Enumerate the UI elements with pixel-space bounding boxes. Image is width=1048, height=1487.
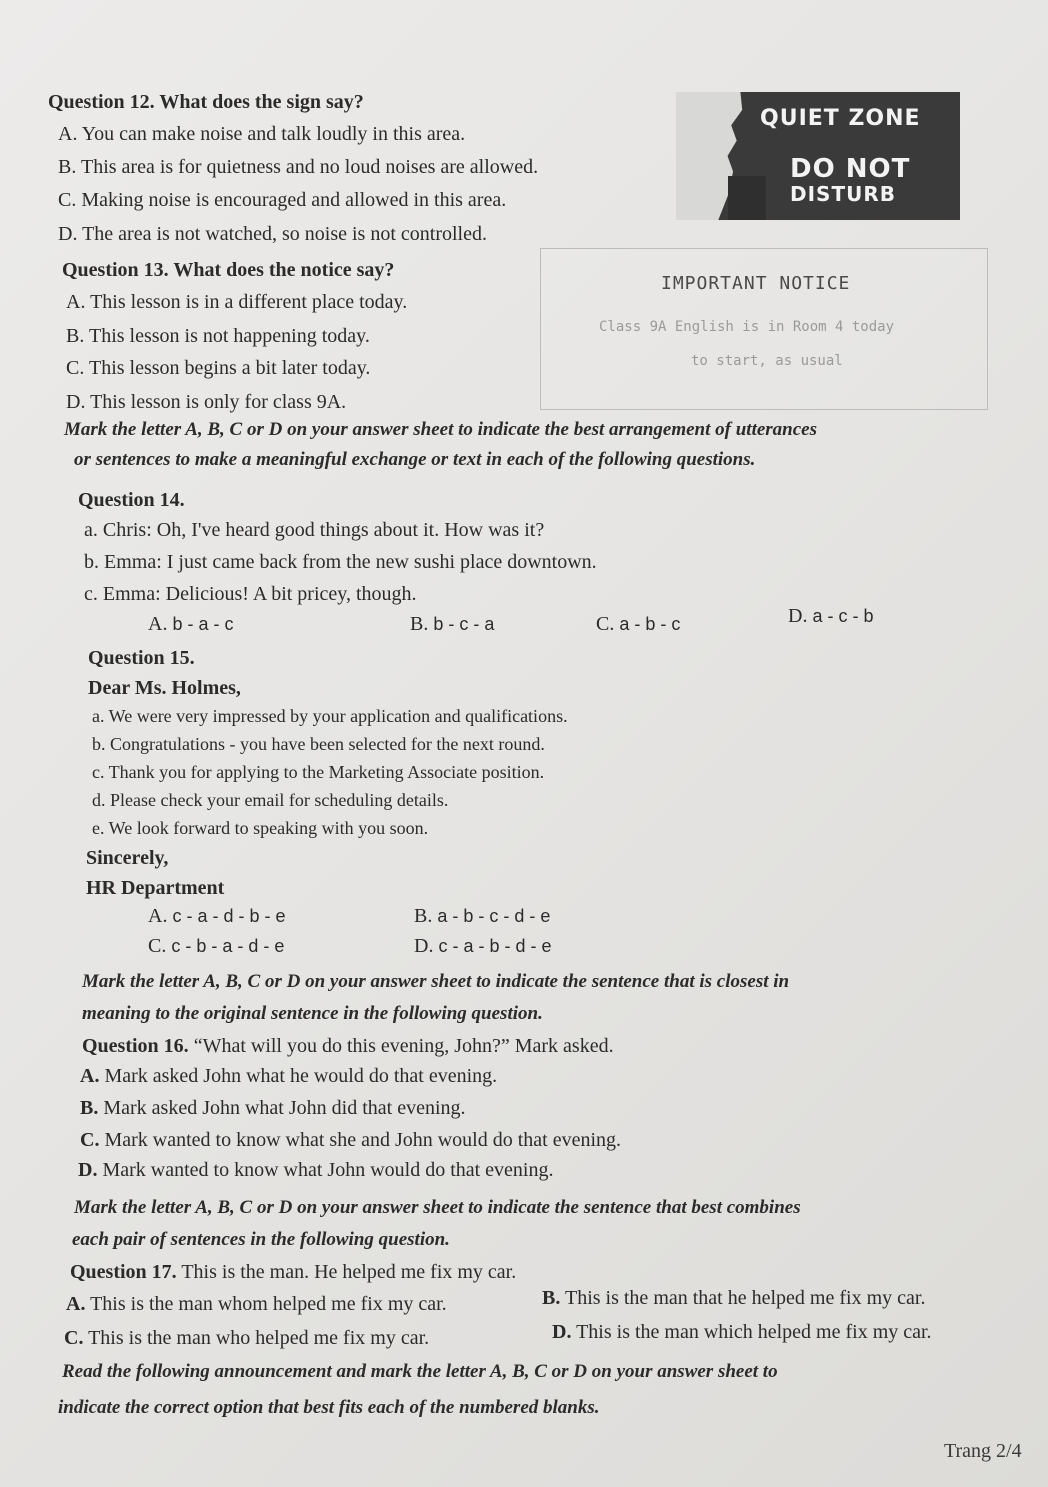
q15-option-c-text: c - b - a - d - e bbox=[171, 936, 285, 956]
q13-question: Question 13. What does the notice say? bbox=[62, 259, 395, 281]
sign-line-2: DO NOT bbox=[790, 154, 911, 184]
q15-option-b-letter: B. bbox=[414, 905, 433, 927]
q15-line-e: e. We look forward to speaking with you soon. bbox=[92, 818, 429, 838]
q13-option-c: C. This lesson begins a bit later today. bbox=[66, 357, 371, 379]
q14-option-b bbox=[410, 612, 494, 636]
q15-closing: Sincerely, bbox=[86, 847, 169, 869]
q14-option-d bbox=[788, 604, 873, 628]
q15-line-a: a. We were very impressed by your application and qualifications. bbox=[92, 706, 568, 726]
q17-option-b-text: This is the man that he helped me fix my car. bbox=[560, 1287, 926, 1309]
q12-option-d: D. The area is not watched, so noise is not controlled. bbox=[58, 223, 487, 245]
q17-option-d bbox=[552, 1320, 932, 1344]
q14-line-b: b. Emma: I just came back from the new sushi place downtown. bbox=[84, 551, 597, 573]
q16-option-d-text: Mark wanted to know what John would do that evening. bbox=[97, 1159, 554, 1181]
q15-line-b: b. Congratulations - you have been selected for the next round. bbox=[92, 734, 545, 754]
q16-option-c bbox=[80, 1128, 621, 1152]
q16-option-b-text: Mark asked John what John did that evening. bbox=[98, 1097, 466, 1119]
q14-option-d-letter: D. bbox=[788, 605, 808, 627]
q15-line-d: d. Please check your email for scheduling details. bbox=[92, 790, 449, 810]
sign-line-3: DISTURB bbox=[790, 182, 896, 206]
finger-icon bbox=[728, 176, 766, 220]
instruction-read-line-2: indicate the correct option that best fits each of the numbered blanks. bbox=[58, 1397, 600, 1418]
q13-option-d: D. This lesson is only for class 9A. bbox=[66, 391, 347, 413]
q16-option-c-text: Mark wanted to know what she and John would do that evening. bbox=[99, 1129, 622, 1151]
q17-option-d-letter: D. bbox=[552, 1321, 572, 1343]
q15-option-c bbox=[148, 934, 284, 958]
q16-option-a-text: Mark asked John what he would do that evening. bbox=[99, 1065, 498, 1087]
q14-option-c-text: a - b - c bbox=[619, 614, 681, 634]
q17-option-c-text: This is the man who helped me fix my car. bbox=[83, 1327, 430, 1349]
q14-line-c: c. Emma: Delicious! A bit pricey, though. bbox=[84, 583, 417, 605]
q14-option-a bbox=[148, 612, 233, 636]
instruction-combine-line-1: Mark the letter A, B, C or D on your answer sheet to indicate the sentence that best combines bbox=[74, 1197, 801, 1218]
q14-option-a-text: b - a - c bbox=[172, 614, 234, 634]
q13-option-b: B. This lesson is not happening today. bbox=[66, 325, 370, 347]
q12-question: Question 12. What does the sign say? bbox=[48, 91, 364, 113]
q16-question-text: “What will you do this evening, John?” Mark asked. bbox=[188, 1035, 614, 1057]
q16-option-b-letter: B. bbox=[80, 1097, 99, 1119]
q17-label: Question 17. bbox=[70, 1261, 177, 1283]
q16-label: Question 16. bbox=[82, 1035, 189, 1057]
q14-option-d-text: a - c - b bbox=[812, 606, 874, 626]
instruction-read-line-1: Read the following announcement and mark the letter A, B, C or D on your answer sheet to bbox=[62, 1361, 778, 1382]
instruction-closest-line-2: meaning to the original sentence in the following question. bbox=[82, 1003, 543, 1024]
q15-signature: HR Department bbox=[86, 877, 225, 899]
q17-option-a bbox=[66, 1292, 447, 1316]
q13-option-a: A. This lesson is in a different place today. bbox=[66, 291, 408, 313]
sign-line-1: QUIET ZONE bbox=[760, 106, 921, 131]
q14-option-c bbox=[596, 612, 680, 636]
q15-option-d-text: c - a - b - d - e bbox=[438, 936, 552, 956]
q16-option-a-letter: A. bbox=[80, 1065, 100, 1087]
q15-title: Question 15. bbox=[88, 647, 195, 669]
q16-option-d-letter: D. bbox=[78, 1159, 98, 1181]
q14-option-c-letter: C. bbox=[596, 613, 615, 635]
q15-option-a-text: c - a - d - b - e bbox=[172, 906, 286, 926]
q15-greeting: Dear Ms. Holmes, bbox=[88, 677, 241, 699]
q15-option-a-letter: A. bbox=[148, 905, 168, 927]
q17-option-a-letter: A. bbox=[66, 1293, 86, 1315]
q16-option-c-letter: C. bbox=[80, 1129, 100, 1151]
q12-option-a: A. You can make noise and talk loudly in this area. bbox=[58, 123, 466, 145]
q14-option-b-text: b - c - a bbox=[433, 614, 495, 634]
q14-line-a: a. Chris: Oh, I've heard good things about it. How was it? bbox=[84, 519, 545, 541]
q17-option-d-text: This is the man which helped me fix my car. bbox=[571, 1321, 932, 1343]
q16-option-a bbox=[80, 1064, 497, 1088]
q15-option-d-letter: D. bbox=[414, 935, 434, 957]
q15-option-a bbox=[148, 904, 285, 928]
q17-option-b bbox=[542, 1286, 925, 1310]
q17-option-b-letter: B. bbox=[542, 1287, 561, 1309]
q17-option-a-text: This is the man whom helped me fix my car. bbox=[85, 1293, 447, 1315]
q16-question bbox=[82, 1034, 614, 1058]
instruction-closest-line-1: Mark the letter A, B, C or D on your answer sheet to indicate the sentence that is closest in bbox=[82, 971, 790, 992]
q16-option-d bbox=[78, 1158, 554, 1182]
q14-option-b-letter: B. bbox=[410, 613, 429, 635]
instruction-combine-line-2: each pair of sentences in the following question. bbox=[72, 1229, 450, 1250]
q14-option-a-letter: A. bbox=[148, 613, 168, 635]
instruction-arrange-line-2: or sentences to make a meaningful exchange or text in each of the following questions. bbox=[74, 449, 756, 470]
q15-option-c-letter: C. bbox=[148, 935, 167, 957]
q15-option-b bbox=[414, 904, 550, 928]
important-notice bbox=[540, 248, 988, 410]
q14-title: Question 14. bbox=[78, 489, 185, 511]
q15-option-d bbox=[414, 934, 551, 958]
instruction-arrange-line-1: Mark the letter A, B, C or D on your answer sheet to indicate the best arrangement of utterances bbox=[64, 419, 818, 440]
page-number: Trang 2/4 bbox=[944, 1440, 1022, 1462]
q15-option-b-text: a - b - c - d - e bbox=[437, 906, 551, 926]
notice-line-1: Class 9A English is in Room 4 today bbox=[599, 319, 895, 335]
q17-question bbox=[70, 1260, 516, 1284]
q17-question-text: This is the man. He helped me fix my car. bbox=[176, 1261, 517, 1283]
q17-option-c-letter: C. bbox=[64, 1327, 84, 1349]
q12-option-b: B. This area is for quietness and no loud noises are allowed. bbox=[58, 156, 539, 178]
notice-line-2: to start, as usual bbox=[691, 353, 843, 369]
q16-option-b bbox=[80, 1096, 466, 1120]
q12-option-c: C. Making noise is encouraged and allowed in this area. bbox=[58, 189, 507, 211]
q17-option-c bbox=[64, 1326, 429, 1350]
q15-line-c: c. Thank you for applying to the Marketing Associate position. bbox=[92, 762, 545, 782]
quiet-zone-sign bbox=[676, 92, 960, 220]
notice-title: IMPORTANT NOTICE bbox=[661, 273, 851, 294]
